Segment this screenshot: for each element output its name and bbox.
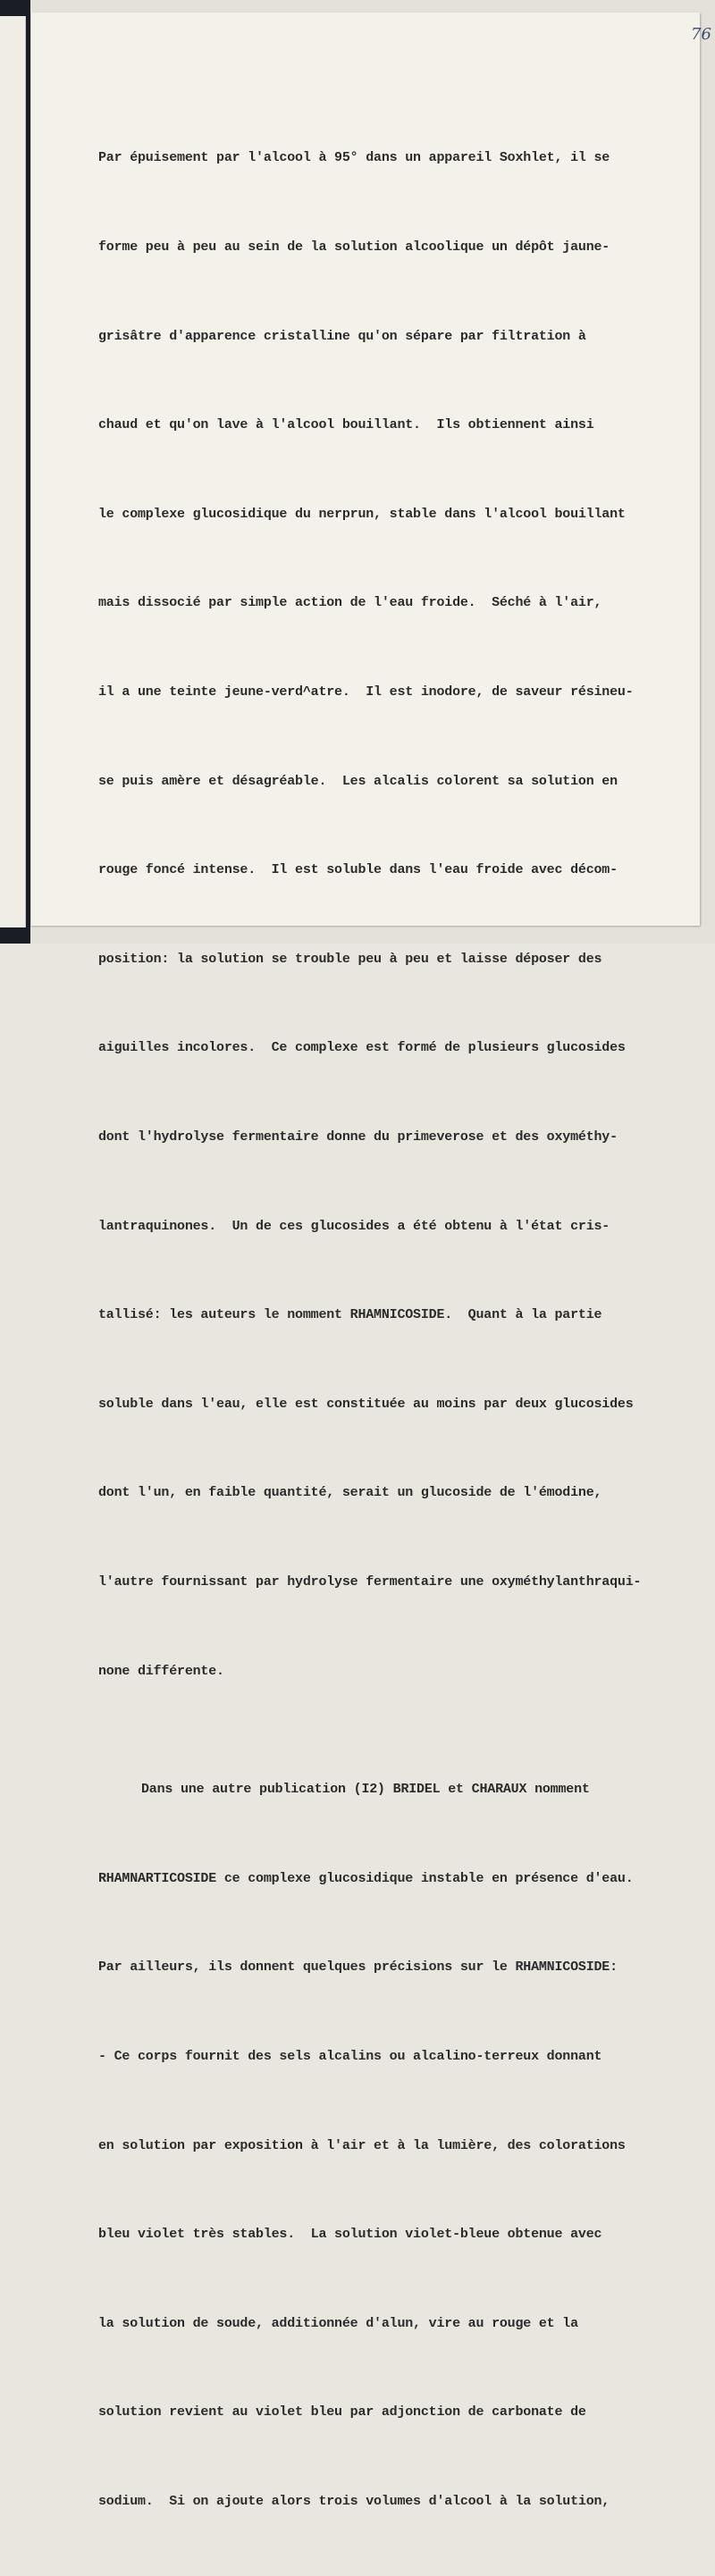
- text-line: sodium. Si on ajoute alors trois volumes d'alcool à la solution,: [98, 2494, 610, 2510]
- text-line: dont l'un, en faible quantité, serait un glucoside de l'émodine,: [98, 1485, 602, 1501]
- text-line: bleu violet très stables. La solution violet-bleue obtenue avec: [98, 2227, 602, 2243]
- previous-page-edge: [0, 16, 26, 927]
- text-line: Par épuisement par l'alcool à 95° dans un appareil Soxhlet, il se: [98, 150, 610, 166]
- text-line: tallisé: les auteurs le nomment RHAMNICOSIDE. Quant à la partie: [98, 1307, 602, 1323]
- text-line: forme peu à peu au sein de la solution alcoolique un dépôt jaune-: [98, 239, 610, 255]
- text-line: mais dissocié par simple action de l'eau froide. Séché à l'air,: [98, 595, 602, 611]
- text-line: l'autre fournissant par hydrolyse fermentaire une oxyméthylanthraqui-: [98, 1573, 642, 1590]
- text-line: solution revient au violet bleu par adjonction de carbonate de: [98, 2404, 586, 2421]
- text-line: le complexe glucosidique du nerprun, stable dans l'alcool bouillant: [98, 506, 626, 522]
- text-line: Dans une autre publication (I2) BRIDEL et CHARAUX nomment: [141, 1782, 590, 1798]
- text-line: dont l'hydrolyse fermentaire donne du primeverose et des oxyméthy-: [98, 1129, 618, 1145]
- text-line: en solution par exposition à l'air et à la lumière, des colorations: [98, 2137, 626, 2153]
- text-line: position: la solution se trouble peu à peu et laisse déposer des: [98, 951, 602, 967]
- text-line: grisâtre d'apparence cristalline qu'on sépare par filtration à: [98, 328, 586, 344]
- text-line: la solution de soude, additionnée d'alun, vire au rouge et la: [98, 2315, 578, 2331]
- text-line: se puis amère et désagréable. Les alcalis colorent sa solution en: [98, 773, 618, 789]
- text-line: rouge foncé intense. Il est soluble dans l'eau froide avec décom-: [98, 862, 618, 878]
- text-line: aiguilles incolores. Ce complexe est formé de plusieurs glucosides: [98, 1040, 626, 1056]
- text-line: - Ce corps fournit des sels alcalins ou alcalino-terreux donnant: [98, 2049, 602, 2065]
- text-line: lantraquinones. Un de ces glucosides a été obtenu à l'état cris-: [98, 1218, 610, 1234]
- text-line: none différente.: [98, 1663, 224, 1679]
- text-line: chaud et qu'on lave à l'alcool bouillant. Ils obtiennent ainsi: [98, 417, 594, 433]
- text-line: soluble dans l'eau, elle est constituée au moins par deux glucosides: [98, 1396, 634, 1412]
- text-line: RHAMNARTICOSIDE ce complexe glucosidique instable en présence d'eau.: [98, 1870, 634, 1886]
- page-number: 76: [691, 25, 711, 44]
- body-text: [98, 84, 697, 2576]
- text-line: il a une teinte jeune-verd^atre. Il est inodore, de saveur résineu-: [98, 684, 634, 700]
- text-line: Par ailleurs, ils donnent quelques précisions sur le RHAMNICOSIDE:: [98, 1959, 618, 1976]
